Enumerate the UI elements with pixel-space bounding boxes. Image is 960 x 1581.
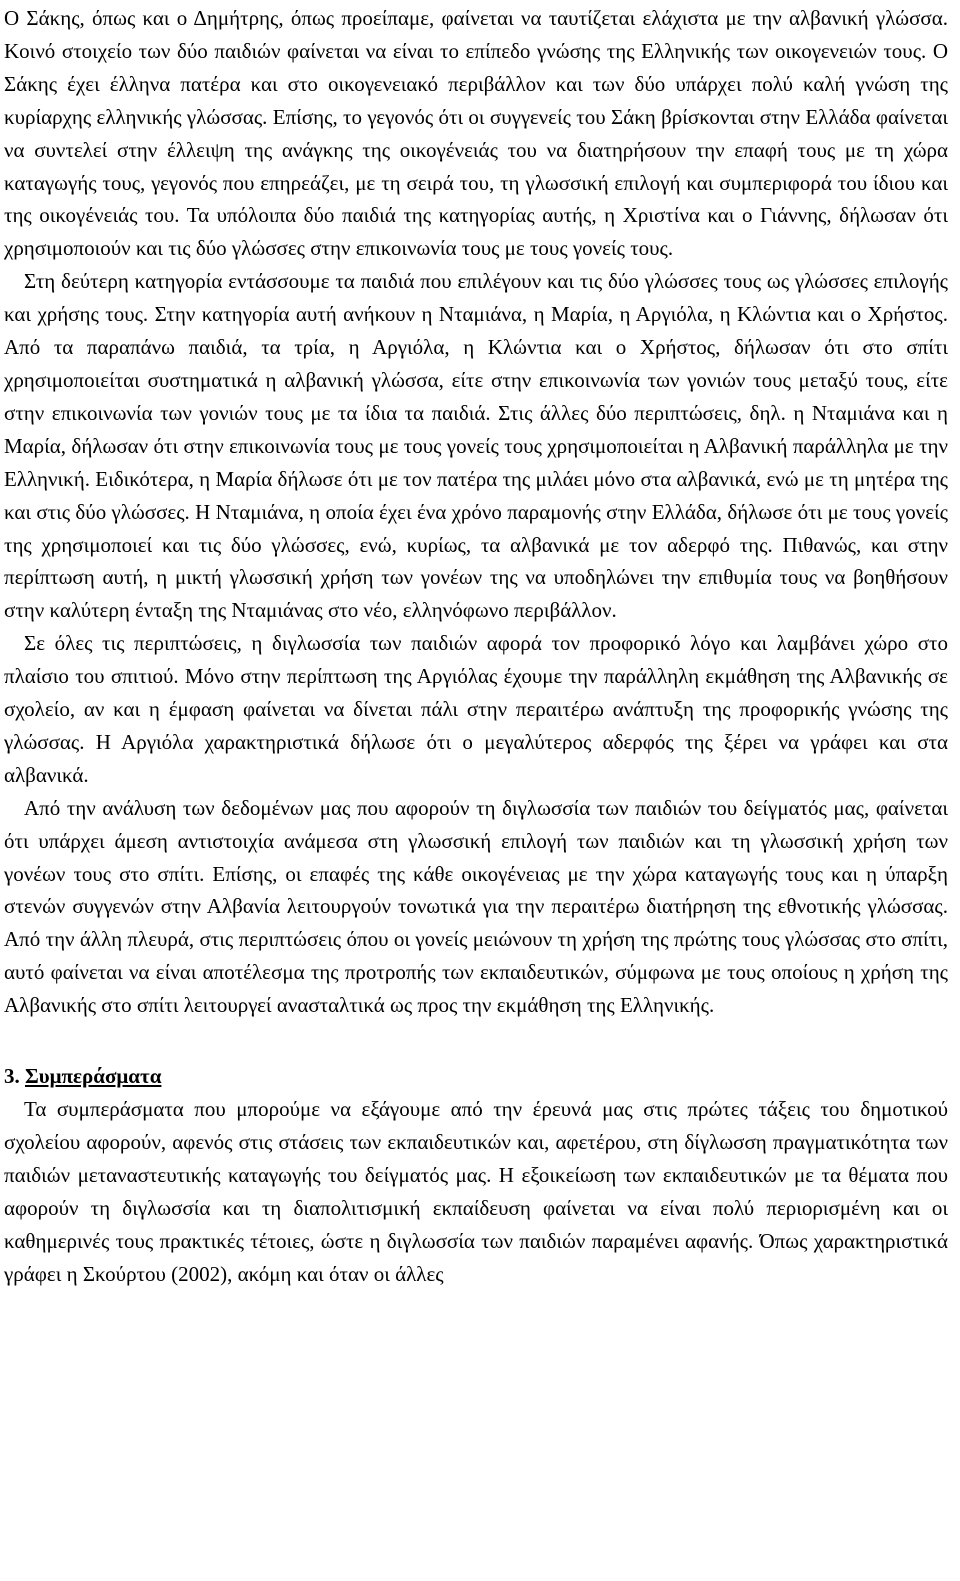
paragraph-2: Στη δεύτερη κατηγορία εντάσσουμε τα παιδιά που επιλέγουν και τις δύο γλώσσες τους ως γλώσσες επιλογής και χρήσης τους. Στην κατηγορία αυτή ανήκουν η Νταμιάνα, η Μαρία, η Αργιόλα, η Κλώντια και ο Χρήστος. Από τα παραπάνω παιδιά, τα τρία, η Αργιόλα, η Κλώντια και ο Χρήστος, δήλωσαν ότι στο σπίτι χρησιμοποιείται συστηματικά η αλβανική γλώσσα, είτε στην επικοινωνία των γονιών τους μεταξύ τους, είτε στην επικοινωνία των γονιών τους με τα ίδια τα παιδιά. Στις άλλες δύο περιπτώσεις, δηλ. η Νταμιάνα και η Μαρία, δήλωσαν ότι στην επικοινωνία τους με τους γονείς τους χρησιμοποιείται η Αλβανική παράλληλα με την Ελληνική. Ειδικότερα, η Μαρία δήλωσε ότι με τον πατέρα της μιλάει μόνο στα αλβανικά, ενώ με τη μητέρα της και στις δύο γλώσσες. Η Νταμιάνα, η οποία έχει ένα χρόνο παραμονής στην Ελλάδα, δήλωσε ότι με τους γονείς της χρησιμοποιεί και τις δύο γλώσσες, ενώ, κυρίως, τα αλβανικά με τον αδερφό της. Πιθανώς, και στην περίπτωση αυτή, η μικτή γλωσσική χρήση των γονέων της να υποδηλώνει την επιθυμία τους να βοηθήσουν στην καλύτερη ένταξη της Νταμιάνας στο νέο, ελληνόφωνο περιβάλλον.	[4, 269, 948, 623]
conclusion-paragraph: Τα συμπεράσματα που μπορούμε να εξάγουμε από την έρευνά μας στις πρώτες τάξεις του δημοτικού σχολείου αφορούν, αφενός στις στάσεις των εκπαιδευτικών και, αφετέρου, στη δίγλωσση πραγματικότητα των παιδιών μεταναστευτικής καταγωγής του δείγματός μας. Η εξοικείωση των εκπαιδευτικών με τα θέματα που αφορούν τη διγλωσσία και τη διαπολιτισμική εκπαίδευση φαίνεται να είναι πολύ περιορισμένη και οι καθημερινές τους πρακτικές τέτοιες, ώστε η διγλωσσία των παιδιών παραμένει αφανής. Όπως χαρακτηριστικά γράφει η Σκούρτου (2002), ακόμη και όταν οι άλλες	[4, 1097, 948, 1286]
section-heading	[4, 1060, 948, 1093]
paragraph-3: Σε όλες τις περιπτώσεις, η διγλωσσία των παιδιών αφορά τον προφορικό λόγο και λαμβάνει χώρο στο πλαίσιο του σπιτιού. Μόνο στην περίπτωση της Αργιόλας έχουμε την παράλληλη εκμάθηση της Αλβανικής σε σχολείο, αν και η έμφαση φαίνεται να δίνεται πάλι στην περαιτέρω ανάπτυξη της προφορικής γνώσης της γλώσσας. Η Αργιόλα χαρακτηριστικά δήλωσε ότι ο μεγαλύτερος αδερφός της ξέρει να γράφει και στα αλβανικά.	[4, 631, 948, 787]
section-number: 3.	[4, 1064, 20, 1089]
section-title: Συμπεράσματα	[25, 1064, 162, 1089]
paragraph-4: Από την ανάλυση των δεδομένων μας που αφορούν τη διγλωσσία των παιδιών του δείγματός μας, φαίνεται ότι υπάρχει άμεση αντιστοιχία ανάμεσα στη γλωσσική επιλογή των παιδιών και τη γλωσσική χρήση των γονέων τους στο σπίτι. Επίσης, οι επαφές της κάθε οικογένειας με την χώρα καταγωγής τους και η ύπαρξη στενών συγγενών στην Αλβανία λειτουργούν τονωτικά για την περαιτέρω διατήρηση της εθνοτικής γλώσσας. Από την άλλη πλευρά, στις περιπτώσεις όπου οι γονείς μειώνουν τη χρήση της πρώτης τους γλώσσας στο σπίτι, αυτό φαίνεται να είναι αποτέλεσμα της προτροπής των εκπαιδευτικών, σύμφωνα με τους οποίους η χρήση της Αλβανικής στο σπίτι λειτουργεί ανασταλτικά ως προς την εκμάθηση της Ελληνικής.	[4, 795, 948, 1018]
paragraph-1: Ο Σάκης, όπως και ο Δημήτρης, όπως προείπαμε, φαίνεται να ταυτίζεται ελάχιστα με την αλβανική γλώσσα. Κοινό στοιχείο των δύο παιδιών φαίνεται να είναι το επίπεδο γνώσης της Ελληνικής των οικογενειών τους. Ο Σάκης έχει έλληνα πατέρα και στο οικογενειακό περιβάλλον και των δύο υπάρχει πολύ καλή γνώση της κυρίαρχης ελληνικής γλώσσας. Επίσης, το γεγονός ότι οι συγγενείς του Σάκη βρίσκονται στην Ελλάδα φαίνεται να συντελεί στην έλλειψη της ανάγκης της οικογένειάς του να διατηρήσουν την επαφή τους με τη χώρα καταγωγής τους, γεγονός που επηρεάζει, με τη σειρά του, τη γλωσσική επιλογή και συμπεριφορά του ίδιου και της οικογένειάς του. Τα υπόλοιπα δύο παιδιά της κατηγορίας αυτής, η Χριστίνα και ο Γιάννης, δήλωσαν ότι χρησιμοποιούν και τις δύο γλώσσες στην επικοινωνία τους με τους γονείς τους.	[4, 6, 948, 261]
